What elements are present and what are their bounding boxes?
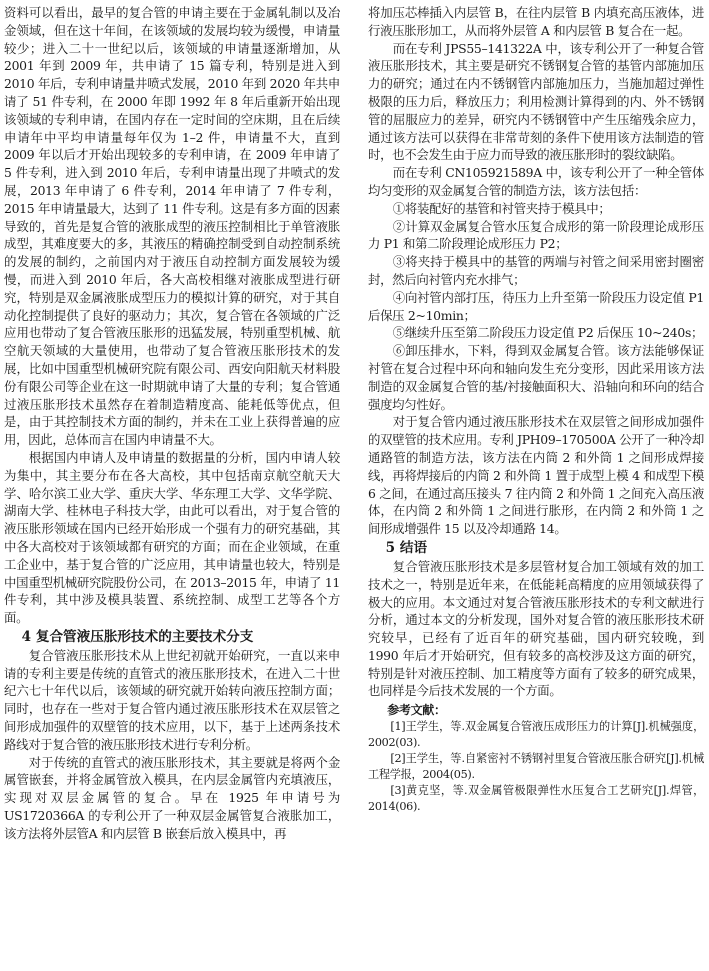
method-step: ③将夹持于模具中的基管的两端与衬管之间采用密封圈密封，然后向衬管内充水排气； [368, 254, 704, 287]
left-column [4, 4, 340, 843]
method-step: ④向衬管内部打压，待压力上升至第一阶段压力设定值 P1 后保压 2~10min； [368, 289, 704, 323]
section-heading-5: 5 结语 [385, 539, 428, 556]
method-step: ②计算双金属复合管水压复合成形的第一阶段理论成形压力 P1 和第二阶段理论成形压力 P2； [368, 218, 704, 252]
reference-item: [2]王学生，等.自紧密衬不锈钢衬里复合管液压胀合研究[J].机械工程学报，2004(05). [368, 752, 704, 782]
method-step: ⑤继续升压至第二阶段压力设定值 P2 后保压 10~240s； [392, 325, 704, 341]
paragraph: 资料可以看出，最早的复合管的申请主要在于金属轧制以及冶金领域，但在这十年间，在该领域的发展均较为缓慢，申请量较少；进入二十一世纪以后，该领域的申请量逐渐增加，从 2001 年到 2009 年，共申请了 15 篇专利，特别是进入到 2010 年后，专利申请量井喷式发展，2010 年到 2020 年共申请了 51 件专利，在 2000 年即 1992 年 8 年后重新开始出现该领域的专利申请，在国内存在一定时间的空床期，且在后续申请年中平均申请量每年仅为 1–2 件，申请量不大，直到 2009 年以后才开始出现较多的专利申请，在 2009 年申请了 5 件专利，进入到 2010 年后，专利申请量出现了井喷式的发展，2013 年申请了 6 件专利，2014 年申请了 7 件专利，2015 年申请量最大，达到了 11 件专利。这是有多方面的因素导致的，首先是复合管的液胀成型的液压控制相比于单管液胀成型，其难度要大的多，其液压的精确控制受到自动控制系统的发展的制约，之前国内对于液压自动控制方面发展较为缓慢，而进入到 2010 年后，各大高校相继对液胀成型进行研究，特别是双金属液胀成型压力的模拟计算的研究，对于其自动化控制提供了良好的驱动力；其次，复合管在各领域的广泛应用也带动了复合管液压胀形的迅猛发展，特别重型机械、航空航天领域的大量使用，也带动了复合管液压胀形技术的发展，比如中国重型机械研究院有限公司、西安向阳航天材料股份有限公司等企业在这一时期就申请了大量的专利；复合管通过液压胀形技术虽然存在着制造精度高、能耗低等优点，但是，由于其控制技术方面的制约，并未在工业上获得普遍的应用，因此，总体而言在国内申请量不大。 [4, 5, 340, 448]
reference-item: [3]黄克坚，等.双金属管极限弹性水压复合工艺研究[J].焊管，2014(06). [368, 784, 704, 814]
section-heading-4: 4 复合管液压胀形技术的主要技术分支 [21, 628, 254, 645]
paragraph: 而在专利 CN105921589A 中，该专利公开了一种全管体均匀变形的双金属复合管的制造方法，该方法包括： [368, 165, 704, 198]
paragraph: 而在专利 JPS55–141322A 中，该专利公开了一种复合管液压胀形技术，其主要是研究不锈钢复合管的基管内部施加压力的研究；通过在内不锈钢管内部施加压力，当施加超过弹性极限的压力后，释放压力；利用检测计算得到的内、外不锈钢管的屈服应力的差异，研究内不锈钢管中产生压缩残余应力，通过该方法可以获得在非常苛刻的条件下使用该方法制造的管时，也不会发生由于应力而导致的液压胀形时的裂纹缺陷。 [368, 40, 704, 163]
paragraph: 复合管液压胀形技术是多层管材复合加工领域有效的加工技术之一，特别是近年来，在低能耗高精度的应用领域获得了极大的应用。本文通过对复合管液压胀形技术的专利文献进行分析，通过本文的分析发现，国外对复合管的液压胀形技术研究较早，已经有了近百年的研究基础，国内研究较晚，到 1990 年后才开始研究，但有较多的高校涉及这方面的研究，特别是针对液压控制、加工精度等方面有了较多的研究成果，也同样是今后技术发展的一个方面。 [368, 558, 704, 699]
paragraph: 复合管液压胀形技术从上世纪初就开始研究，一直以来申请的专利主要是传统的直管式的液压胀形技术，在进入二十世纪六七十年代以后，该领域的研究就开始转向液压控制方面；同时，也存在一些对于复合管内通过液压胀形技术在双层管之间形成加强件的双壁管的技术应用，以下，基于上述两条技术路线对于复合管的液压胀形技术进行专利分析。 [4, 647, 340, 752]
reference-item: [1]王学生，等.双金属复合管液压成形压力的计算[J].机械强度，2002(03). [368, 720, 704, 750]
right-column [368, 4, 704, 815]
references-heading: 参考文献： [387, 703, 446, 718]
paragraph: 将加压芯棒插入内层管 B，在往内层管 B 内填充高压液体，进行液压胀形加工，从而将外层管 A 和内层管 B 复合在一起。 [368, 5, 704, 38]
paragraph: 根据国内申请人及申请量的数据量的分析，国内申请人较为集中，其主要分布在各大高校，其中包括南京航空航天大学、哈尔滨工业大学、重庆大学、华东理工大学、文华学院、湖南大学、桂林电子科技大学，由此可以看出，对于复合管的液压胀形领域在国内已经开始形成一个强有力的研究基础，其中各大高校对于该领域都有研究的方面；而在企业领域，在重工企业中，基于复合管的广泛应用，其申请量也较大，特别是中国重型机械研究院股份公司，在 2013–2015 年，申请了 11 件专利，其中涉及模具装置、系统控制、成型工艺等各个方面。 [4, 449, 340, 626]
method-step: ①将装配好的基管和衬管夹持于模具中； [392, 200, 611, 216]
method-step: ⑥卸压排水，下料，得到双金属复合管。该方法能够保证衬管在复合过程中环向和轴向发生充分变形，因此采用该方法制造的双金属复合管的基/衬接触面积大、沿轴向和环向的结合强度均匀性好。 [368, 343, 704, 412]
paragraph: 对于传统的直管式的液压胀形技术，其主要就是将两个金属管嵌套，并将金属管放入模具，在内层金属管内充填液压，实现对双层金属管的复合。早在 1925 年申请号为 US1720366A 的专利公开了一种双层金属管复合液胀加工，该方法将外层管A 和内层管 B 嵌套后放入模具中，再 [4, 754, 340, 841]
paragraph: 对于复合管内通过液压胀形技术在双层管之间形成加强件的双壁管的技术应用。专利 JPH09–170500A 公开了一种冷却通路管的制造方法，该方法在内筒 2 和外筒 1 之间形成焊接线，再将焊接后的内筒 2 和外筒 1 置于成型上模 4 和成型下模 6 之间，在通过高压接头 7 往内筒 2 和外筒 1 之间充入高压液体，在内筒 2 和外筒 1 之间进行胀形，在内筒 2 和外筒 1 之间形成增强件 15 以及冷却通路 14。 [368, 414, 704, 537]
